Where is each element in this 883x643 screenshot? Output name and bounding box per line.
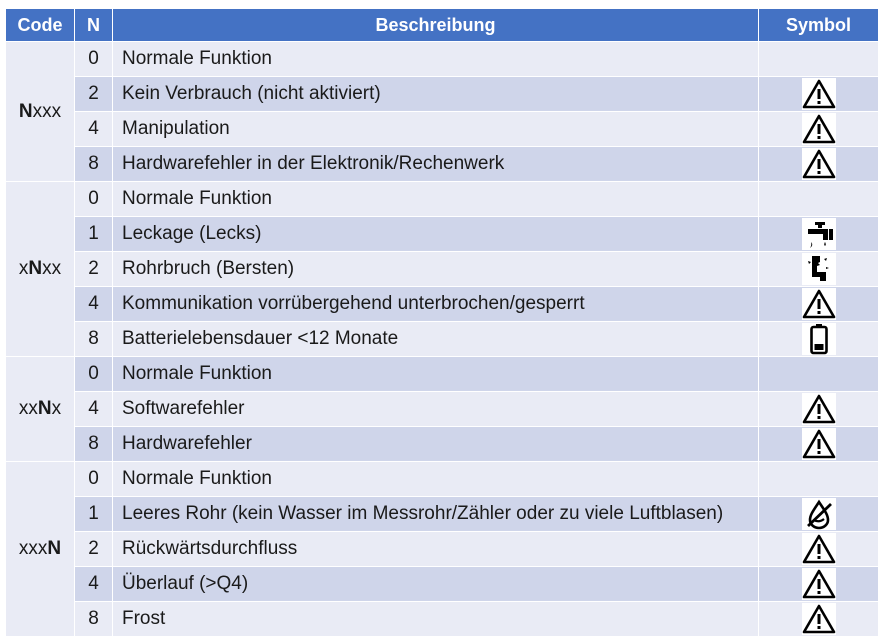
code-cell (6, 357, 75, 462)
description-cell: Hardwarefehler in der Elektronik/Rechenwerk (113, 147, 759, 182)
code-cell (6, 42, 75, 182)
description-cell: Normale Funktion (113, 462, 759, 497)
leaking-tap-icon (802, 218, 836, 250)
header-symbol: Symbol (759, 9, 879, 42)
table-row (6, 602, 879, 637)
code-prefix: xxx (18, 538, 48, 559)
symbol-cell (759, 392, 879, 427)
burst-pipe-icon (802, 253, 836, 285)
symbol-cell (759, 112, 879, 147)
code-prefix: xx (18, 398, 38, 419)
description-cell: Hardwarefehler (113, 427, 759, 462)
symbol-cell (759, 217, 879, 252)
description-cell: Rohrbruch (Bersten) (113, 252, 759, 287)
warning-icon (802, 568, 836, 600)
n-cell: 1 (75, 497, 113, 532)
code-cell (6, 182, 75, 357)
description-cell: Leeres Rohr (kein Wasser im Messrohr/Zähler oder zu viele Luftblasen) (113, 497, 759, 532)
n-cell: 1 (75, 217, 113, 252)
empty-pipe-icon (802, 498, 836, 530)
status-code-table (5, 8, 879, 637)
table-row (6, 287, 879, 322)
n-cell: 0 (75, 42, 113, 77)
description-cell: Normale Funktion (113, 42, 759, 77)
symbol-cell (759, 357, 879, 392)
symbol-cell (759, 427, 879, 462)
code-digit: N (18, 100, 33, 122)
n-cell: 4 (75, 567, 113, 602)
n-cell: 4 (75, 392, 113, 427)
description-cell: Softwarefehler (113, 392, 759, 427)
code-suffix: x (51, 398, 62, 419)
warning-icon (802, 113, 836, 145)
table-row (6, 42, 879, 77)
code-suffix: xxx (32, 100, 62, 122)
code-digit: N (28, 258, 43, 279)
battery-icon (802, 323, 836, 355)
table-row (6, 567, 879, 602)
n-cell: 8 (75, 147, 113, 182)
symbol-cell (759, 567, 879, 602)
description-cell: Überlauf (>Q4) (113, 567, 759, 602)
symbol-cell (759, 462, 879, 497)
warning-icon (802, 78, 836, 110)
description-cell: Batterielebensdauer <12 Monate (113, 322, 759, 357)
n-cell: 4 (75, 287, 113, 322)
n-cell: 8 (75, 602, 113, 637)
table-row (6, 497, 879, 532)
header-description: Beschreibung (113, 9, 759, 42)
table-row (6, 77, 879, 112)
warning-icon (802, 393, 836, 425)
description-cell: Rückwärtsdurchfluss (113, 532, 759, 567)
symbol-cell (759, 532, 879, 567)
description-cell: Manipulation (113, 112, 759, 147)
description-cell: Normale Funktion (113, 182, 759, 217)
n-cell: 0 (75, 182, 113, 217)
warning-icon (802, 288, 836, 320)
table-row (6, 147, 879, 182)
n-cell: 8 (75, 322, 113, 357)
symbol-cell (759, 497, 879, 532)
table-row (6, 112, 879, 147)
table-row (6, 392, 879, 427)
table-row (6, 182, 879, 217)
description-cell: Kommunikation vorrübergehend unterbrochen/gesperrt (113, 287, 759, 322)
symbol-cell (759, 77, 879, 112)
symbol-cell (759, 602, 879, 637)
table-body (6, 42, 879, 637)
symbol-cell (759, 147, 879, 182)
code-digit: N (37, 398, 52, 419)
symbol-cell (759, 42, 879, 77)
warning-icon (802, 148, 836, 180)
n-cell: 4 (75, 112, 113, 147)
symbol-cell (759, 287, 879, 322)
symbol-cell (759, 252, 879, 287)
symbol-cell (759, 182, 879, 217)
description-cell: Leckage (Lecks) (113, 217, 759, 252)
status-code-table-container (5, 8, 878, 637)
header-n: N (75, 9, 113, 42)
warning-icon (802, 533, 836, 565)
n-cell: 2 (75, 77, 113, 112)
code-digit: N (47, 538, 62, 559)
table-row (6, 357, 879, 392)
code-prefix: x (18, 258, 29, 279)
n-cell: 0 (75, 357, 113, 392)
n-cell: 8 (75, 427, 113, 462)
n-cell: 0 (75, 462, 113, 497)
table-row (6, 427, 879, 462)
symbol-cell (759, 322, 879, 357)
warning-icon (802, 428, 836, 460)
description-cell: Normale Funktion (113, 357, 759, 392)
table-row (6, 532, 879, 567)
table-header-row (6, 9, 879, 42)
description-cell: Kein Verbrauch (nicht aktiviert) (113, 77, 759, 112)
code-suffix: xx (42, 258, 62, 279)
header-code: Code (6, 9, 75, 42)
warning-icon (802, 603, 836, 635)
table-row (6, 217, 879, 252)
n-cell: 2 (75, 252, 113, 287)
table-row (6, 462, 879, 497)
table-row (6, 252, 879, 287)
description-cell: Frost (113, 602, 759, 637)
code-cell (6, 462, 75, 637)
n-cell: 2 (75, 532, 113, 567)
table-row (6, 322, 879, 357)
